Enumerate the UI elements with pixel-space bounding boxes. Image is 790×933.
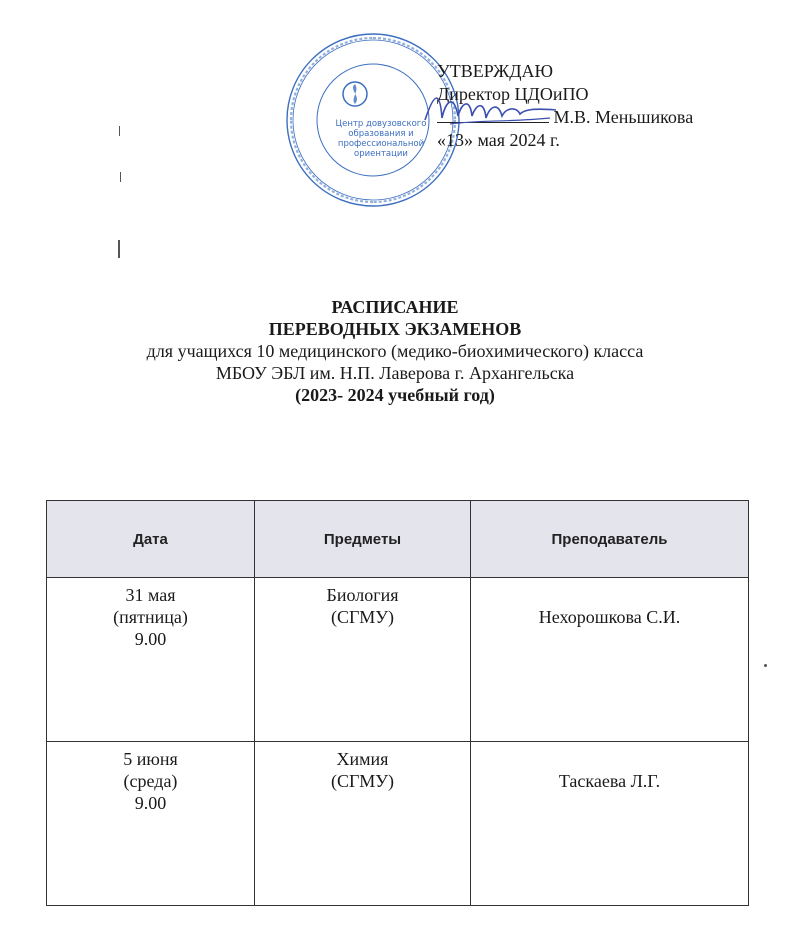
date-day: 5 июня: [123, 749, 178, 769]
stamp-text-1: Центр довузовского: [335, 119, 427, 129]
approve-label: УТВЕРЖДАЮ: [437, 61, 554, 81]
table-header-row: [47, 501, 749, 578]
document-title: [0, 296, 790, 406]
title-line-2: ПЕРЕВОДНЫХ ЭКЗАМЕНОВ: [268, 319, 522, 339]
approver-position: Директор ЦДОиПО: [437, 84, 589, 104]
date-day: 31 мая: [125, 585, 176, 605]
title-line-1: РАСПИСАНИЕ: [331, 297, 459, 317]
scan-mark: [119, 126, 120, 136]
exam-schedule-table: [46, 500, 749, 906]
scan-mark: [120, 172, 121, 182]
cell-subject: [255, 578, 471, 742]
subject-name: Биология: [326, 585, 399, 605]
cell-date: [47, 742, 255, 906]
stamp-text-3: профессиональной: [337, 139, 425, 149]
subject-org: (СГМУ): [331, 607, 394, 627]
header-subjects: Предметы: [255, 501, 471, 578]
scan-mark: [118, 240, 120, 258]
scan-mark: [764, 664, 767, 667]
table-row: [47, 742, 749, 906]
signatory-name: М.В. Меньшикова: [553, 107, 694, 127]
title-line-4: МБОУ ЭБЛ им. Н.П. Лаверова г. Архангельска: [215, 363, 575, 383]
table-row: [47, 578, 749, 742]
subject-org: (СГМУ): [331, 771, 394, 791]
subject-name: Химия: [336, 749, 389, 769]
header-teacher: Преподаватель: [471, 501, 749, 578]
stamp-text-2: образования и: [348, 129, 414, 139]
stamp-emblem-icon: [343, 82, 367, 106]
handwritten-signature: [420, 80, 560, 140]
title-line-3: для учащихся 10 медицинского (медико-биохимического) класса: [146, 341, 644, 361]
title-line-5: (2023- 2024 учебный год): [295, 385, 495, 405]
cell-teacher: Таскаева Л.Г.: [471, 742, 749, 906]
cell-subject: [255, 742, 471, 906]
date-weekday: (среда): [123, 771, 178, 791]
cell-teacher: Нехорошкова С.И.: [471, 578, 749, 742]
approval-date: «13» мая 2024 г.: [437, 130, 560, 150]
date-time: 9.00: [134, 793, 167, 813]
cell-date: [47, 578, 255, 742]
header-date: Дата: [47, 501, 255, 578]
date-time: 9.00: [134, 629, 167, 649]
date-weekday: (пятница): [113, 607, 188, 627]
stamp-text-4: ориентации: [354, 149, 408, 159]
